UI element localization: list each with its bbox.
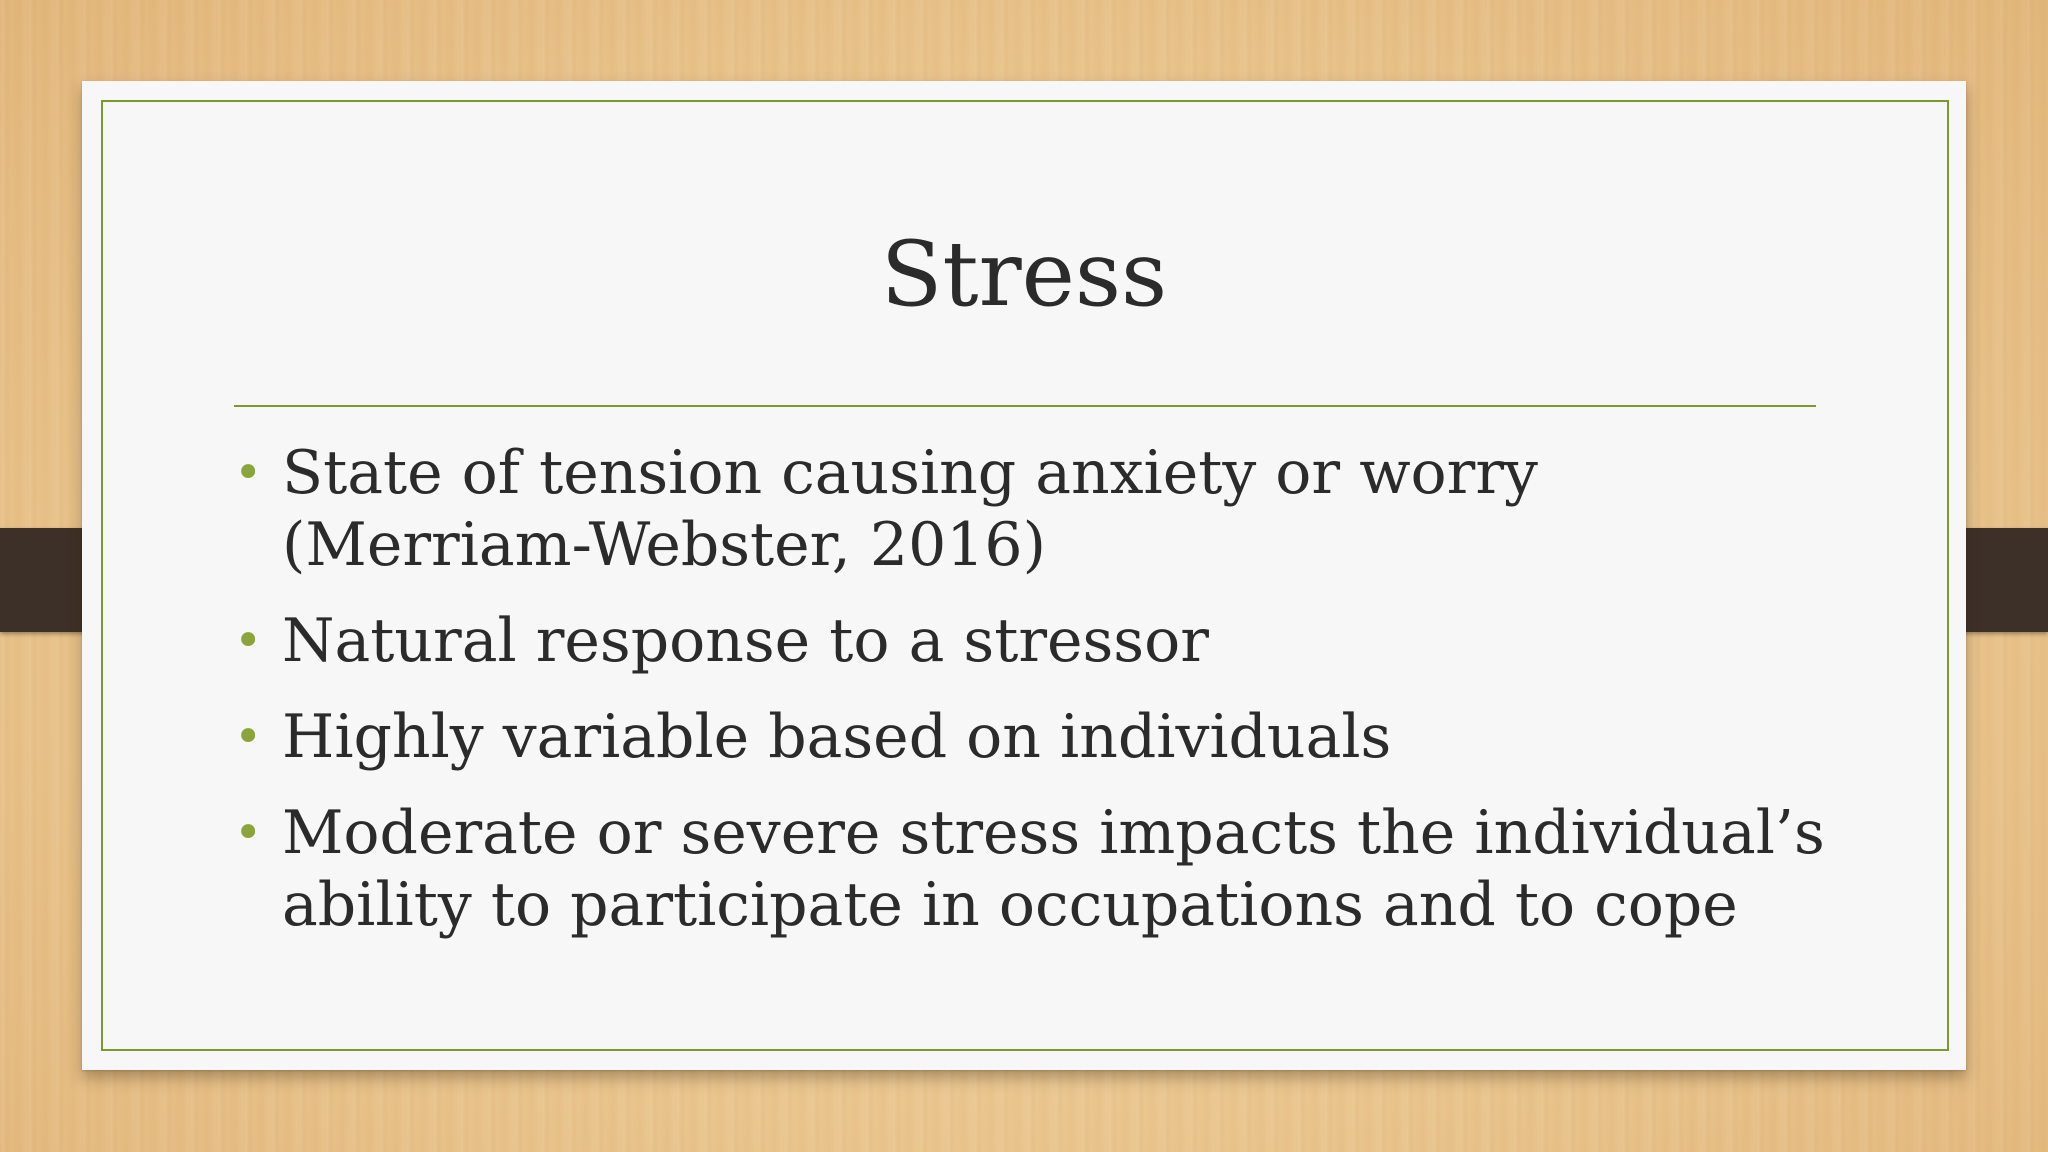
bullet-text: Natural response to a stressor [282,606,1209,676]
bullet-item [234,605,1844,677]
bullet-text: Moderate or severe stress impacts the individual’s ability to participate in occupations and to cope [282,798,1825,940]
bullet-dot-icon: • [234,613,263,669]
title-divider [234,405,1816,407]
bullet-text: Highly variable based on individuals [282,702,1392,772]
bullet-dot-icon: • [234,805,263,861]
bullet-item [234,701,1844,773]
bullet-list [234,437,1844,965]
slide-paper [82,81,1966,1070]
bullet-dot-icon: • [234,709,263,765]
bullet-text: State of tension causing anxiety or worry (Merriam-Webster, 2016) [282,438,1538,580]
slide-title: Stress [880,222,1168,327]
bullet-item [234,437,1844,581]
bullet-item [234,797,1844,941]
bullet-dot-icon: • [234,445,263,501]
